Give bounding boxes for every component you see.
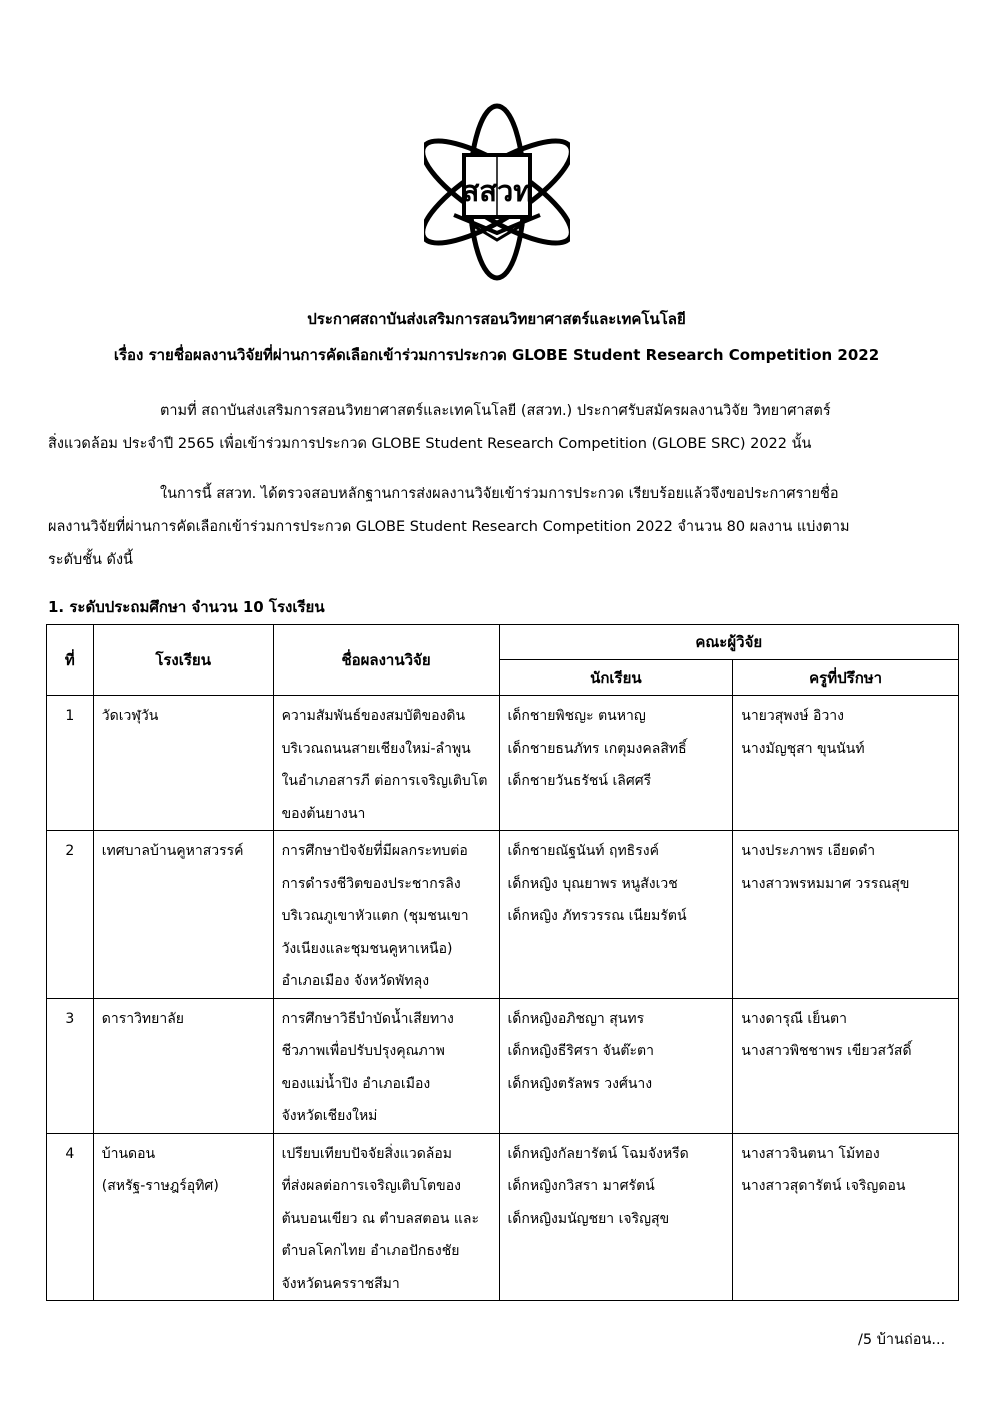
- header-research-title: ชื่อผลงานวิจัย: [273, 625, 499, 696]
- research-line: การดำรงชีวิตของประชากรลิง: [281, 875, 461, 892]
- research-line: การศึกษาปัจจัยที่มีผลกระทบต่อ: [281, 843, 468, 859]
- research-line: ของแม่น้ำปิง อำเภอเมือง: [281, 1075, 431, 1092]
- school-cell: [93, 831, 273, 999]
- atom-book-logo-icon: [424, 100, 570, 284]
- school-cell: [93, 696, 273, 831]
- student-name: เด็กหญิงมนัญชยา เจริญสุข: [507, 1210, 670, 1227]
- students-cell: [499, 1133, 733, 1301]
- row-number: 2: [47, 831, 94, 999]
- advisor-name: นางประภาพร เอียดดำ: [741, 843, 876, 859]
- row-number: 4: [47, 1133, 94, 1301]
- school-name: เทศบาลบ้านคูหาสวรรค์: [101, 843, 244, 859]
- research-line: การศึกษาวิธีบำบัดน้ำเสียทาง: [281, 1010, 454, 1027]
- advisor-name: นางมัญชุสา ขุนนันท์: [741, 740, 865, 757]
- research-line: จังหวัดนครราชสีมา: [281, 1275, 400, 1292]
- research-line: วังเนียงและชุมชนคูหาเหนือ): [281, 940, 453, 957]
- student-name: เด็กหญิง ภัทรวรรณ เนียมรัตน์: [507, 908, 687, 924]
- advisor-name: นางสาวพรหมมาศ วรรณสุข: [741, 875, 910, 892]
- student-name: เด็กหญิงอภิชญา สุนทร: [507, 1010, 645, 1027]
- advisors-cell: [733, 831, 959, 999]
- table-row: [47, 696, 959, 831]
- student-name: เด็กหญิงตรัลพร วงศ์นาง: [507, 1075, 653, 1092]
- student-name: เด็กชายธนภัทร เกตุมงคลสิทธิ์: [507, 740, 687, 757]
- student-name: เด็กหญิง บุณยาพร หนูสังเวช: [507, 875, 678, 892]
- paragraph-announcement: [48, 478, 960, 577]
- organization-logo: [424, 100, 570, 284]
- school-cell: [93, 1133, 273, 1301]
- students-cell: [499, 696, 733, 831]
- research-line: เปรียบเทียบปัจจัยสิ่งแวดล้อม: [281, 1145, 453, 1162]
- table-row: [47, 831, 959, 999]
- header-research-team: คณะผู้วิจัย: [499, 625, 958, 660]
- research-line: ความสัมพันธ์ของสมบัติของดิน: [281, 708, 466, 724]
- paragraph-line: สิ่งแวดล้อม ประจำปี 2565 เพื่อเข้าร่วมการประกวด GLOBE Student Research Competition (GLOBE SRC) 2022 นั้น: [48, 436, 812, 452]
- row-number: 3: [47, 998, 94, 1133]
- student-name: เด็กหญิงกัลยารัตน์ โฉมจังหรีด: [507, 1145, 689, 1162]
- research-line: ในอำเภอสารภี ต่อการเจริญเติบโต: [281, 773, 488, 789]
- page-continuation-note: /5 บ้านถ่อน...: [858, 1332, 946, 1348]
- header-school: โรงเรียน: [93, 625, 273, 696]
- paragraph-line: ตามที่ สถาบันส่งเสริมการสอนวิทยาศาสตร์และเทคโนโลยี (สสวท.) ประกาศรับสมัครผลงานวิจัย วิทยาศาสตร์: [160, 403, 831, 419]
- paragraph-line: ผลงานวิจัยที่ผ่านการคัดเลือกเข้าร่วมการประกวด GLOBE Student Research Competition 2022 จำนวน 80 ผลงาน แบ่งตาม: [48, 519, 850, 535]
- research-cell: [273, 998, 499, 1133]
- research-table: [46, 624, 959, 1301]
- paragraph-line: ในการนี้ สสวท. ได้ตรวจสอบหลักฐานการส่งผลงานวิจัยเข้าร่วมการประกวด เรียบร้อยแล้วจึงขอประกาศรายชื่อ: [160, 486, 839, 502]
- row-number: 1: [47, 696, 94, 831]
- header-no: ที่: [47, 625, 94, 696]
- students-cell: [499, 998, 733, 1133]
- students-cell: [499, 831, 733, 999]
- research-cell: [273, 1133, 499, 1301]
- advisor-name: นางดารุณี เย็นตา: [741, 1010, 847, 1027]
- research-line: ตำบลโคกไทย อำเภอปักธงชัย: [281, 1243, 460, 1259]
- paragraph-line: ระดับชั้น ดังนี้: [48, 552, 133, 568]
- advisors-cell: [733, 998, 959, 1133]
- school-name: (สหรัฐ-ราษฎร์อุทิศ): [101, 1178, 219, 1194]
- advisor-name: นายวสุพงษ์ อิวาง: [741, 708, 845, 724]
- research-line: จังหวัดเชียงใหม่: [281, 1108, 378, 1124]
- student-name: เด็กชายณัฐนันท์ ฤทธิรงค์: [507, 843, 659, 859]
- advisors-cell: [733, 696, 959, 831]
- advisors-cell: [733, 1133, 959, 1301]
- school-name: ดาราวิทยาลัย: [101, 1010, 185, 1027]
- student-name: เด็กชายวันธรัชน์ เลิศศรี: [507, 773, 652, 789]
- school-name: บ้านดอน: [101, 1145, 156, 1162]
- header-advisors: ครูที่ปรึกษา: [733, 660, 959, 696]
- table-row: [47, 998, 959, 1133]
- table-row: [47, 1133, 959, 1301]
- student-name: เด็กหญิงธีริศรา จันต๊ะตา: [507, 1043, 654, 1059]
- header-students: นักเรียน: [499, 660, 733, 696]
- research-line: ชีวภาพเพื่อปรับปรุงคุณภาพ: [281, 1043, 445, 1059]
- research-line: ที่ส่งผลต่อการเจริญเติบโตของ: [281, 1178, 461, 1194]
- research-line: บริเวณภูเขาหัวแตก (ชุมชนเขา: [281, 908, 469, 924]
- paragraph-intro: [48, 395, 960, 461]
- section-title-primary: 1. ระดับประถมศึกษา จำนวน 10 โรงเรียน: [48, 598, 325, 616]
- advisor-name: นางสาวสุดารัตน์ เจริญดอน: [741, 1178, 906, 1194]
- school-cell: [93, 998, 273, 1133]
- research-line: ของต้นยางนา: [281, 805, 366, 822]
- school-name: วัดเวฬุวัน: [101, 708, 159, 724]
- student-name: เด็กหญิงกวิสรา มาศรัตน์: [507, 1178, 655, 1194]
- research-cell: [273, 831, 499, 999]
- research-line: บริเวณถนนสายเชียงใหม่-ลำพูน: [281, 740, 471, 757]
- announcement-subject: เรื่อง รายชื่อผลงานวิจัยที่ผ่านการคัดเลือกเข้าร่วมการประกวด GLOBE Student Research Competition 2022: [113, 346, 880, 364]
- research-cell: [273, 696, 499, 831]
- advisor-name: นางสาวพิชชาพร เขียวสวัสดิ์: [741, 1043, 912, 1059]
- research-line: อำเภอเมือง จังหวัดพัทลุง: [281, 973, 430, 989]
- advisor-name: นางสาวจินตนา โม้ทอง: [741, 1145, 880, 1162]
- svg-text:สสวท: สสวท: [461, 174, 533, 208]
- announcement-title: ประกาศสถาบันส่งเสริมการสอนวิทยาศาสตร์และเทคโนโลยี: [307, 310, 686, 328]
- research-line: ต้นบอนเขียว ณ ตำบลสตอน และ: [281, 1210, 480, 1227]
- student-name: เด็กชายพิชญะ ตนหาญ: [507, 708, 646, 724]
